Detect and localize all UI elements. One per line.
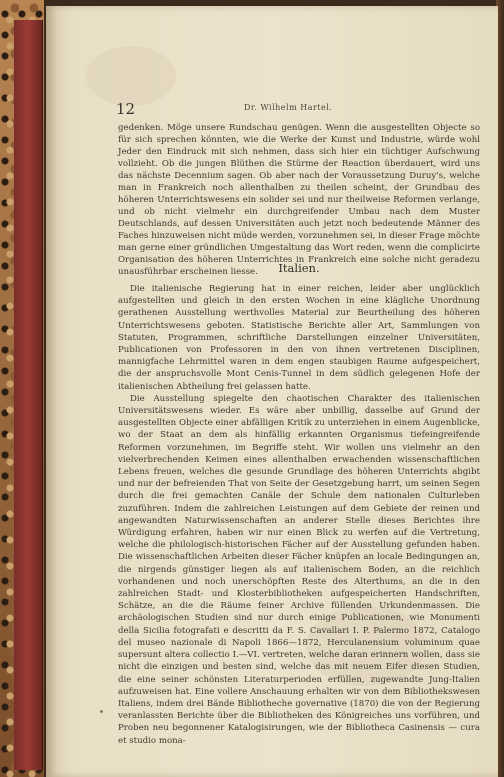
intro-text-block [118,122,480,278]
running-head: Dr. Wilhelm Hartel. [244,103,333,112]
page-number: 12 [116,100,136,118]
section-body [118,283,480,747]
ink-dot [100,710,103,713]
intro-paragraph: gedenken. Möge unsere Rundschau genügen. Wenn die ausgestellten Objecte so für sich sprechen könnten, wie die Werke der Kunst und Industrie, würde wohl Jeder den Eindruck mit sich nehmen, dass sich hier ein tüchtiger Aufschwung vollzieht. Ob die jungen Blüthen die Stürme der Reaction überdauert, wird uns das nächste Decennium sagen. Ob aber nach der Voraussetzung Duruy's, welche man in Frankreich noch allenthalben zu theilen scheint, der Grundbau des höheren Unterrichtswesens ein solider sei und nur theilweise Reformen verlange, und ob nicht vielmehr ein durchgreifender Umbau nach dem Muster Deutschlands, auf dessen Universitäten auch jetzt noch bedeutende Männer des Faches hinzuweisen nicht müde werden, vorzunehmen sei, in dieser Frage möchte man gerne einer gründlichen Umgestaltung das Wort reden, wenn die complicirte Organisation des höheren Unterrichtes in Frankreich eine solche nicht geradezu unausführbar erscheinen liesse. [118,123,480,277]
paper-stain [86,46,176,106]
section-title: Italien. [278,261,320,275]
leather-spine-strip [14,20,43,770]
page-header [116,100,480,118]
body-paragraph: Die Ausstellung spiegelte den chaotischen Charakter des italienischen Universitätswesens wieder. Es wäre aber unbillig, dasselbe auf Grund der ausgestellten Objecte einer abfälligen Kritik zu unterziehen in einem Augenblicke, wo der Staat an dem als hinfällig erkannten Organismus tiefeingreifende Reformen vorzunehmen, im Begriffe steht. Wir wollen uns vielmehr an den vielverbrechenden Keimen eines allenthalben erwachenden wissenschaftlichen Lebens freuen, welches die gesunde Grundlage des höheren Unterrichts abgibt und nur der befreienden That von Seite der Gesetzgebung harrt, um seinen Segen durch die frei gemachten Canäle der Schule dem nationalen Culturleben zuzuführen. Indem die zahlreichen Leistungen auf dem Gebiete der reinen und angewandten Naturwissenschaften an anderer Stelle dieses Berichtes ihre Würdigung erfahren, haben wir nur einen Blick zu werfen auf die Vertretung, welche die philologisch-historischen Fächer auf der Ausstellung gefunden haben. Die wissenschaftlichen Arbeiten dieser Fächer knüpfen an locale Bedingungen an, die nirgends günstiger liegen als auf italienischem Boden, an die reichlich vorhandenen und noch unerschöpften Reste des Alterthums, an die in den zahlreichen Stadt- und Klosterbibliotheken aufgespeicherten Handschriften, Schätze, an die die Räume feiner Archive füllenden Urkundenmassen. Die archäologischen Studien sind nur durch einige Publicationen, wie Monumenti della Sicilia fotografati e descritti da F. S. Cavallari I. P. Palermo 1872, Catalogo del museo nazionale di Napoli 1866—1872, Herculanensium voluminum quae supersunt altera collectio I.—VI. vertreten, welche daran erinnern wollen, dass sie nicht die einzigen und besten sind, welche das mit neuem Eifer diesen Studien, die eine seiner schönsten Literaturperioden erfüllen, zugewandte Jung-Italien aufzuweisen hat. Eine vollere Anschauung erhalten wir von dem Bibliothekswesen Italiens, indem drei Bände Bibliotheche governative (1870) die von der Regierung veranlassten Berichte über die Bibliotheken des Königreiches uns vorführen, und Proben neu begonnener Katalogisirungen, wie der Bibliotheca Casinensis — cura et studio mona- [118,393,480,746]
body-paragraph: Die italienische Regierung hat in einer reichen, leider aber unglücklich aufgestellten und gleich in den ersten Wochen in eine klägliche Unordnung gerathenen Ausstellung werthvolles Material zur Beurtheilung des höheren Unterrichtswesens geboten. Statistische Berichte aller Art, Sammlungen von Statuten, Programmen, schriftliche Darstellungen einzelner Universitäten, Publicationen von Professoren in den von ihnen vertretenen Disciplinen, mannigfache Lehrmittel waren in dem engen staubigen Raume aufgespeichert, die der anspruchsvolle Mont Cenis-Tunnel in dem südlich gelegenen Hofe der italienischen Abtheilung frei gelassen hatte. [118,284,480,392]
